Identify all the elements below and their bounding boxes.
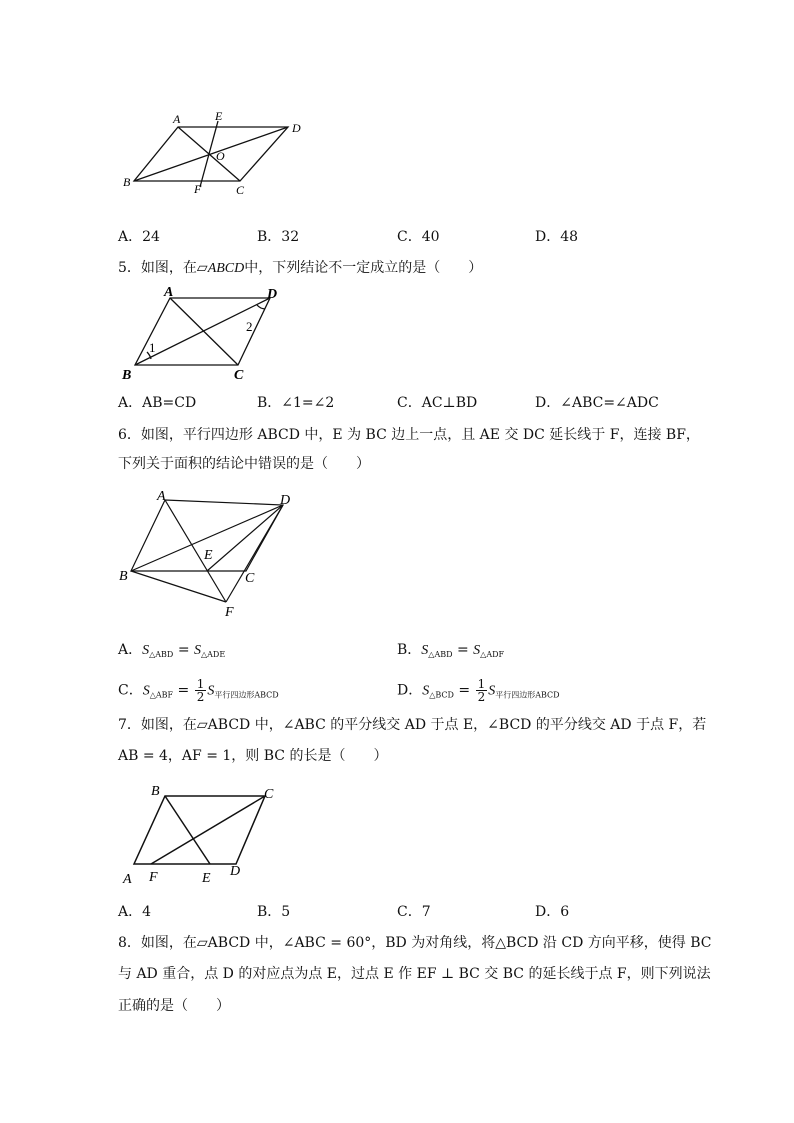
q6-stem-line1: 6．如图，平行四边形 ABCD 中，E 为 BC 边上一点，且 AE 交 DC 延长线于 F，连接 BF， [118, 427, 700, 443]
figure-q4 [118, 105, 328, 200]
q6-option-d-den: 2 [477, 690, 486, 704]
q6-option-b-s: S [421, 643, 429, 658]
fig7-label-E: E [202, 871, 211, 886]
q6-option-b-s2: S [473, 643, 481, 658]
q6-option-b-letter: B． [397, 642, 422, 658]
fig7-label-C: C [264, 787, 274, 802]
q6-option-d-fraction [476, 678, 488, 703]
fig4-label-O: O [216, 149, 225, 163]
fig6-label-C: C [245, 571, 255, 586]
fig6-label-B: B [119, 569, 128, 584]
q6-option-d-eq: = [458, 682, 471, 699]
q6-option-a-s: S [142, 643, 150, 658]
fig7-label-F: F [149, 870, 158, 885]
q6-option-a[interactable] [118, 640, 225, 665]
q5-stem [118, 258, 482, 279]
q6-option-c-den: 2 [196, 690, 205, 704]
q6-option-b-eq: = [456, 642, 469, 658]
q6-option-c-num: 1 [196, 677, 205, 691]
q5-option-a[interactable]: A．AB=CD [118, 395, 197, 411]
figure-q7 [115, 780, 285, 890]
q6-option-d-rhs-sub: 平行四边形ABCD [495, 690, 560, 700]
q6-option-c[interactable] [118, 678, 279, 706]
q8-stem-line3: 正确的是（ ） [118, 998, 230, 1014]
q6-option-a-letter: A． [118, 642, 143, 658]
q7-option-c[interactable]: C．7 [397, 904, 431, 920]
q4-option-b[interactable]: B．32 [257, 229, 300, 245]
q6-option-d-s: S [422, 683, 430, 699]
q6-option-d-s2: S [488, 683, 496, 699]
fig4-label-E: E [215, 109, 223, 123]
q6-option-c-fraction [195, 678, 207, 703]
q5-stem-shape: ▱ABCD [196, 261, 245, 276]
q6-option-c-s2: S [207, 683, 215, 699]
q6-option-c-eq: = [177, 682, 190, 699]
q7-option-d[interactable]: D．6 [535, 904, 570, 920]
fig6-label-A: A [157, 489, 166, 504]
q4-option-a[interactable]: A．24 [118, 229, 160, 245]
q8-stem-line1: 8．如图，在▱ABCD 中，∠ABC = 60°，BD 为对角线，将△BCD 沿 CD 方向平移，使得 BC [118, 935, 712, 951]
q5-stem-suffix: 中，下列结论不一定成立的是（ ） [244, 260, 483, 276]
fig7-label-B: B [151, 784, 160, 799]
q7-stem-line2: AB = 4，AF = 1，则 BC 的长是（ ） [118, 748, 388, 764]
q6-option-c-s: S [142, 683, 150, 699]
q6-option-d-lhs-sub: △BCD [429, 690, 454, 700]
fig6-label-E: E [204, 548, 213, 563]
fig5-label-C: C [234, 368, 244, 383]
q6-option-c-lhs-sub: △ABF [149, 690, 174, 700]
q4-option-d[interactable]: D．48 [535, 229, 579, 245]
figure-q6 [115, 485, 305, 620]
q6-option-b-lhs-sub: △ABD [428, 650, 453, 659]
q5-stem-prefix: 5．如图，在 [118, 260, 197, 276]
fig7-label-A: A [123, 872, 132, 887]
q6-option-a-s2: S [194, 643, 201, 658]
fig5-label-B: B [122, 368, 132, 383]
fig4-label-A: A [173, 112, 181, 126]
fig6-label-F: F [225, 605, 234, 620]
q6-option-b-rhs-sub: △ADF [480, 650, 505, 659]
figure-q5 [118, 285, 293, 385]
q6-option-c-rhs-sub: 平行四边形ABCD [214, 690, 279, 700]
fig5-label-D: D [267, 287, 278, 302]
q6-option-c-letter: C． [118, 682, 143, 699]
q6-option-d-num: 1 [477, 677, 486, 691]
q4-option-c[interactable]: C．40 [397, 229, 440, 245]
fig5-label-A: A [164, 285, 174, 300]
q5-option-d[interactable]: D．∠ABC=∠ADC [535, 395, 659, 411]
q6-option-b[interactable] [397, 640, 504, 665]
fig4-label-D: D [292, 121, 301, 135]
q7-stem-line1: 7．如图，在▱ABCD 中，∠ABC 的平分线交 AD 于点 E，∠BCD 的平分线交 AD 于点 F，若 [118, 717, 707, 733]
q6-option-a-eq: = [177, 642, 190, 658]
fig4-label-F: F [194, 182, 202, 196]
q6-stem-line2: 下列关于面积的结论中错误的是（ ） [118, 456, 370, 472]
q7-option-b[interactable]: B．5 [257, 904, 291, 920]
fig6-label-D: D [280, 493, 291, 508]
fig5-angle-2: 2 [246, 319, 253, 334]
q7-option-a[interactable]: A．4 [118, 904, 152, 920]
q6-option-a-rhs-sub: △ADE [201, 650, 226, 659]
q6-option-d[interactable] [397, 678, 560, 706]
q6-option-d-letter: D． [397, 682, 423, 699]
fig4-label-B: B [123, 175, 131, 189]
q5-option-b[interactable]: B．∠1=∠2 [257, 395, 335, 411]
q6-option-a-lhs-sub: △ABD [149, 650, 174, 659]
q8-stem-line2: 与 AD 重合，点 D 的对应点为点 E，过点 E 作 EF ⊥ BC 交 BC 的延长线于点 F，则下列说法 [118, 966, 711, 982]
q5-option-c[interactable]: C．AC⊥BD [397, 395, 478, 411]
fig7-label-D: D [230, 864, 241, 879]
fig4-label-C: C [236, 183, 245, 197]
fig5-angle-1: 1 [149, 340, 156, 355]
